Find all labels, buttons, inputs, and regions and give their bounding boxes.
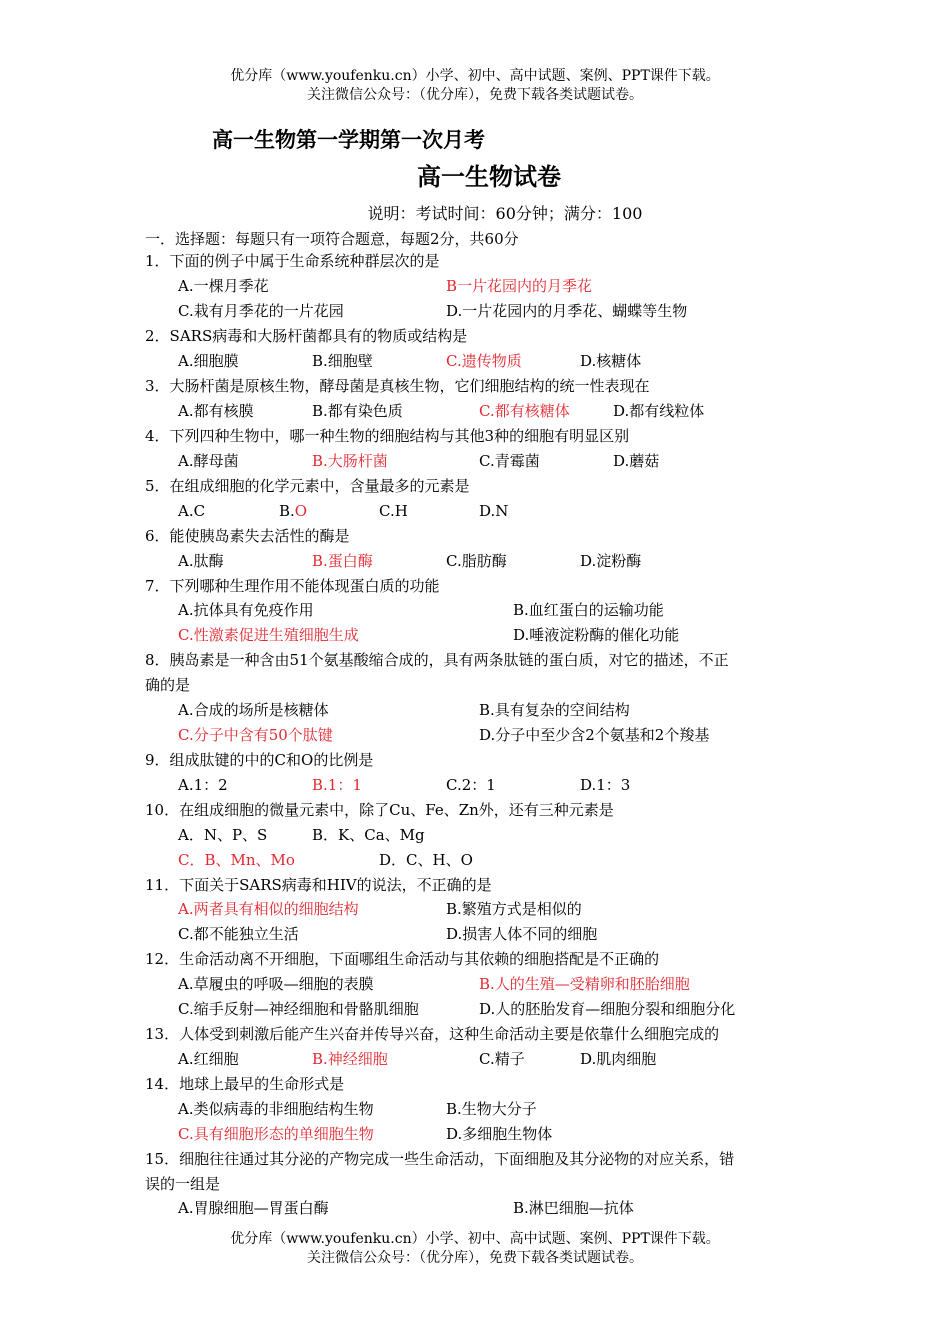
option-d: D.唾液淀粉酶的催化功能 [513,626,680,644]
question-stem: 1．下面的例子中属于生命系统种群层次的是 [145,252,440,270]
question-stem: 14．地球上最早的生命形式是 [145,1075,345,1093]
option-d: D.1：3 [580,776,631,794]
option-a: A.草履虫的呼吸—细胞的表膜 [178,975,374,993]
option-c: C.脂肪酶 [446,552,507,570]
question-stem: 12．生命活动离不开细胞，下面哪组生命活动与其依赖的细胞搭配是不正确的 [145,950,660,968]
option-d: D.多细胞生物体 [446,1125,553,1143]
section-heading: 一．选择题：每题只有一项符合题意，每题2分，共60分 [145,230,519,248]
question-stem: 2．SARS病毒和大肠杆菌都具有的物质或结构是 [145,327,468,345]
option-b: B.繁殖方式是相似的 [446,900,582,918]
option-d: D.分子中至少含2个氨基和2个羧基 [479,726,710,744]
option-b: B.血红蛋白的运输功能 [513,601,664,619]
question-stem: 4．下列四种生物中，哪一种生物的细胞结构与其他3种的细胞有明显区别 [145,427,630,445]
option-a: A.胃腺细胞—胃蛋白酶 [178,1199,329,1217]
option-b-answer: B.人的生殖—受精卵和胚胎细胞 [479,975,690,993]
exam-title: 高一生物第一学期第一次月考 [212,127,485,152]
option-c: C.栽有月季花的一片花园 [178,302,344,320]
question-stem: 8．胰岛素是一种含由51个氨基酸缩合成的，具有两条肽链的蛋白质，对它的描述，不正 [145,651,729,669]
option-c: C.都不能独立生活 [178,925,299,943]
question-stem: 9．组成肽键的中的C和O的比例是 [145,751,374,769]
option-b: B.生物大分子 [446,1100,537,1118]
option-c-answer: C.具有细胞形态的单细胞生物 [178,1125,374,1143]
option-a: A.抗体具有免疫作用 [178,601,314,619]
option-c: C.缩手反射—神经细胞和骨骼肌细胞 [178,1000,419,1018]
option-d: D．C、H、O [379,851,473,869]
question-stem-continued: 误的一组是 [145,1175,221,1193]
option-d: D.淀粉酶 [580,552,642,570]
header-line-2: 关注微信公众号：（优分库），免费下载各类试题试卷。 [307,87,643,103]
option-c-answer: C.分子中含有50个肽键 [178,726,333,744]
question-stem: 3．大肠杆菌是原核生物，酵母菌是真核生物，它们细胞结构的统一性表现在 [145,377,650,395]
option-b-answer: O [294,502,308,520]
option-d: D.人的胚胎发育—细胞分裂和细胞分化 [479,1000,736,1018]
option-b: B.都有染色质 [312,402,403,420]
option-b-prefix: B. [279,502,295,520]
header-line-1: 优分库（www.youfenku.cn）小学、初中、高中试题、案例、PPT课件下载。 [230,68,720,84]
option-d: D.一片花园内的月季花、蝴蝶等生物 [446,302,688,320]
question-stem: 13．人体受到刺激后能产生兴奋并传导兴奋，这种生命活动主要是依靠什么细胞完成的 [145,1025,720,1043]
option-c: C.H [379,502,408,520]
footer-line-2: 关注微信公众号：（优分库），免费下载各类试题试卷。 [307,1250,643,1266]
option-c: C.青霉菌 [479,452,540,470]
option-b-answer: B一片花园内的月季花 [446,277,593,295]
option-c: C.2：1 [446,776,496,794]
option-b-answer: B.1：1 [312,776,362,794]
option-b: B．K、Ca、Mg [312,826,425,844]
option-c-answer: C.性激素促进生殖细胞生成 [178,626,359,644]
option-d: D.都有线粒体 [613,402,705,420]
option-a: A．N、P、S [178,826,268,844]
option-a: A.酵母菌 [178,452,239,470]
option-d: D.核糖体 [580,352,642,370]
option-d: D.N [479,502,509,520]
option-d: D.损害人体不同的细胞 [446,925,598,943]
exam-note: 说明：考试时间：60分钟；满分：100 [367,204,643,223]
option-a: A.都有核膜 [178,402,254,420]
question-stem-continued: 确的是 [145,676,191,694]
option-b [279,501,307,521]
option-c: C.精子 [479,1050,525,1068]
question-stem: 6．能使胰岛素失去活性的酶是 [145,527,350,545]
option-b: B.具有复杂的空间结构 [479,701,630,719]
option-b-answer: B.神经细胞 [312,1050,388,1068]
question-stem: 11．下面关于SARS病毒和HIV的说法，不正确的是 [145,876,492,894]
option-a: A.肽酶 [178,552,224,570]
option-a: A.红细胞 [178,1050,239,1068]
option-a: A.类似病毒的非细胞结构生物 [178,1100,374,1118]
option-b: B.淋巴细胞—抗体 [513,1199,634,1217]
option-d: D.蘑菇 [613,452,660,470]
option-a: A.C [178,502,206,520]
option-b-answer: B.大肠杆菌 [312,452,388,470]
option-a: A.一棵月季花 [178,277,269,295]
question-stem: 10．在组成细胞的微量元素中，除了Cu、Fe、Zn外，还有三种元素是 [145,801,614,819]
question-stem: 5．在组成细胞的化学元素中，含量最多的元素是 [145,477,470,495]
question-stem: 7．下列哪种生理作用不能体现蛋白质的功能 [145,577,440,595]
option-a-answer: A.两者具有相似的细胞结构 [178,900,359,918]
option-a: A.1：2 [178,776,228,794]
option-c-answer: C.遗传物质 [446,352,522,370]
option-a: A.合成的场所是核糖体 [178,701,329,719]
question-stem: 15．细胞往往通过其分泌的产物完成一些生命活动，下面细胞及其分泌物的对应关系，错 [145,1150,735,1168]
option-c-answer: C．B、Mn、Mo [178,851,295,869]
exam-subtitle: 高一生物试卷 [417,162,561,191]
option-b-answer: B.蛋白酶 [312,552,373,570]
footer-line-1: 优分库（www.youfenku.cn）小学、初中、高中试题、案例、PPT课件下载。 [230,1231,720,1247]
option-d: D.肌肉细胞 [580,1050,657,1068]
option-c-answer: C.都有核糖体 [479,402,570,420]
option-b: B.细胞壁 [312,352,373,370]
option-a: A.细胞膜 [178,352,239,370]
